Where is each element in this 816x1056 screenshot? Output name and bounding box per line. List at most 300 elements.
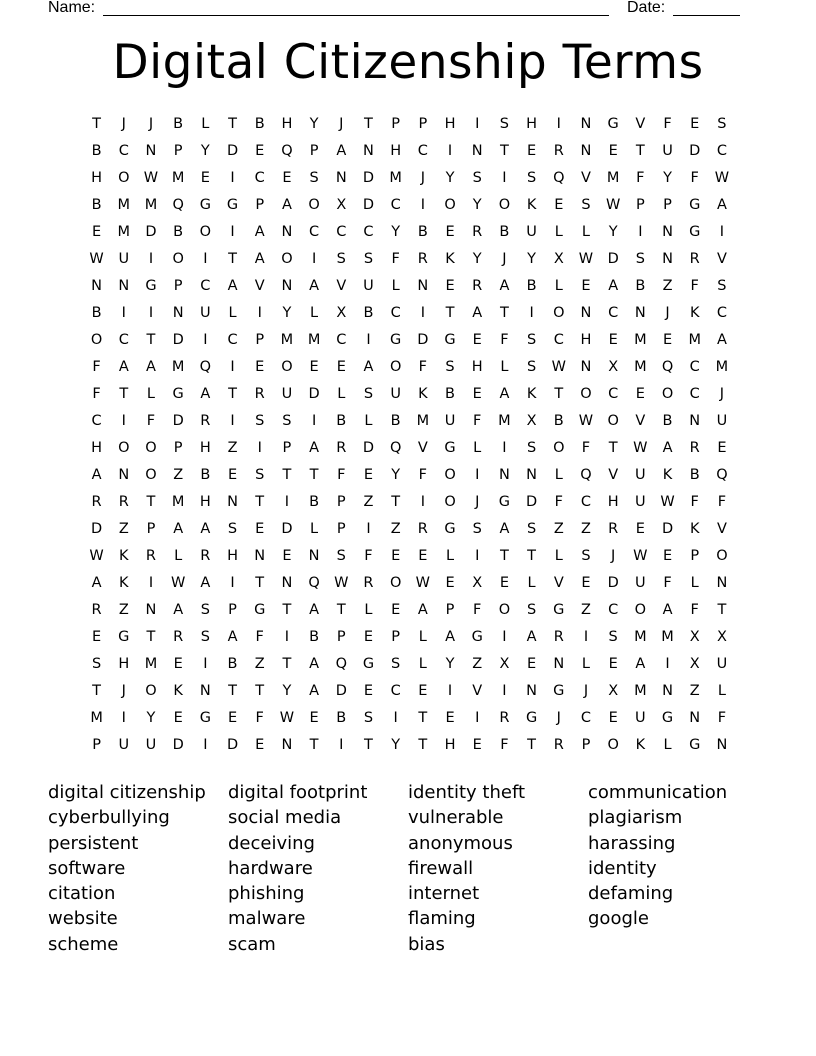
grid-letter[interactable]: C	[716, 142, 727, 159]
grid-letter[interactable]: F	[364, 547, 373, 564]
grid-letter[interactable]: R	[499, 709, 510, 726]
grid-letter[interactable]: A	[309, 277, 320, 294]
grid-letter[interactable]: X	[553, 250, 564, 267]
grid-letter[interactable]: N	[580, 142, 592, 159]
grid-letter[interactable]: B	[662, 412, 673, 429]
grid-letter[interactable]: G	[661, 709, 674, 726]
grid-letter[interactable]: T	[282, 466, 292, 483]
grid-letter[interactable]: J	[121, 682, 126, 699]
grid-letter[interactable]: R	[91, 493, 102, 510]
grid-letter[interactable]: C	[390, 682, 401, 699]
grid-letter[interactable]: S	[717, 277, 727, 294]
grid-letter[interactable]: N	[118, 277, 130, 294]
grid-letter[interactable]: Q	[580, 466, 592, 483]
grid-letter[interactable]: D	[226, 142, 239, 159]
grid-letter[interactable]: K	[445, 250, 455, 267]
grid-letter[interactable]: E	[391, 547, 401, 564]
grid-letter[interactable]: L	[717, 682, 726, 699]
grid-letter[interactable]: B	[227, 655, 238, 672]
grid-letter[interactable]: N	[689, 412, 701, 429]
grid-letter[interactable]: G	[118, 628, 130, 645]
grid-letter[interactable]: M	[171, 169, 185, 186]
grid-letter[interactable]: G	[362, 655, 375, 672]
grid-letter[interactable]: T	[527, 547, 537, 564]
grid-letter[interactable]: M	[498, 412, 511, 429]
grid-letter[interactable]: B	[173, 223, 184, 240]
grid-letter[interactable]: T	[282, 655, 292, 672]
grid-letter[interactable]: T	[146, 331, 156, 348]
grid-letter[interactable]: C	[227, 331, 238, 348]
grid-letter[interactable]: C	[608, 601, 619, 618]
grid-letter[interactable]: O	[553, 304, 565, 321]
grid-letter[interactable]: M	[688, 331, 701, 348]
grid-letter[interactable]: E	[581, 277, 591, 294]
grid-letter[interactable]: F	[473, 412, 482, 429]
grid-letter[interactable]: O	[661, 385, 674, 402]
grid-letter[interactable]: E	[445, 574, 455, 591]
grid-letter[interactable]: N	[526, 466, 538, 483]
grid-letter[interactable]: O	[444, 466, 456, 483]
grid-letter[interactable]: N	[199, 682, 211, 699]
grid-letter[interactable]: L	[364, 601, 373, 618]
grid-letter[interactable]: O	[498, 196, 511, 213]
grid-letter[interactable]: W	[415, 574, 431, 591]
grid-letter[interactable]: T	[255, 493, 265, 510]
grid-letter[interactable]: I	[475, 709, 480, 726]
grid-letter[interactable]: E	[445, 709, 455, 726]
grid-letter[interactable]: G	[226, 196, 239, 213]
grid-letter[interactable]: I	[583, 628, 589, 645]
grid-letter[interactable]: M	[307, 331, 321, 348]
grid-letter[interactable]: E	[363, 466, 374, 483]
grid-letter[interactable]: S	[363, 709, 374, 726]
grid-letter[interactable]: A	[526, 628, 537, 645]
grid-letter[interactable]: B	[417, 223, 428, 240]
grid-letter[interactable]: Z	[689, 682, 700, 699]
grid-letter[interactable]: T	[282, 601, 292, 618]
grid-letter[interactable]: D	[145, 223, 157, 240]
grid-letter[interactable]: S	[581, 196, 591, 213]
grid-letter[interactable]: I	[719, 223, 725, 240]
grid-letter[interactable]: D	[362, 169, 375, 186]
grid-letter[interactable]: A	[309, 655, 320, 672]
grid-letter[interactable]: O	[118, 439, 130, 456]
grid-letter[interactable]: D	[281, 520, 293, 537]
grid-letter[interactable]: U	[200, 304, 211, 321]
grid-letter[interactable]: U	[118, 250, 130, 267]
grid-letter[interactable]: K	[635, 736, 646, 753]
grid-letter[interactable]: E	[581, 574, 591, 591]
grid-letter[interactable]: G	[444, 520, 456, 537]
grid-letter[interactable]: Y	[391, 466, 401, 483]
grid-letter[interactable]: A	[227, 277, 238, 294]
grid-letter[interactable]: K	[119, 574, 129, 591]
grid-letter[interactable]: T	[499, 142, 509, 159]
grid-letter[interactable]: E	[418, 682, 428, 699]
grid-letter[interactable]: M	[117, 223, 131, 240]
grid-letter[interactable]: I	[393, 709, 398, 726]
grid-letter[interactable]: L	[337, 385, 346, 402]
grid-letter[interactable]: G	[199, 709, 211, 726]
grid-letter[interactable]: I	[502, 628, 507, 645]
grid-letter[interactable]: Q	[661, 358, 674, 375]
grid-letter[interactable]: L	[663, 736, 672, 753]
grid-letter[interactable]: B	[689, 466, 700, 483]
grid-letter[interactable]: Z	[553, 520, 564, 537]
grid-letter[interactable]: T	[92, 682, 102, 699]
grid-letter[interactable]: T	[418, 736, 428, 753]
grid-letter[interactable]: F	[146, 412, 156, 429]
grid-letter[interactable]: I	[257, 304, 262, 321]
grid-letter[interactable]: P	[663, 196, 672, 213]
grid-letter[interactable]: X	[608, 682, 619, 699]
grid-letter[interactable]: B	[363, 304, 374, 321]
grid-letter[interactable]: E	[608, 142, 618, 159]
grid-letter[interactable]: B	[309, 493, 320, 510]
grid-letter[interactable]: I	[230, 412, 235, 429]
grid-letter[interactable]: E	[173, 655, 183, 672]
grid-letter[interactable]: I	[311, 412, 317, 429]
grid-letter[interactable]: G	[390, 331, 402, 348]
grid-letter[interactable]: O	[172, 250, 184, 267]
grid-letter[interactable]: X	[336, 304, 347, 321]
grid-letter[interactable]: B	[309, 628, 320, 645]
grid-letter[interactable]: A	[254, 223, 265, 240]
grid-letter[interactable]: S	[635, 250, 645, 267]
grid-letter[interactable]: T	[336, 601, 346, 618]
grid-letter[interactable]: V	[635, 412, 646, 429]
grid-letter[interactable]: S	[309, 169, 319, 186]
grid-letter[interactable]: Y	[391, 736, 401, 753]
grid-letter[interactable]: A	[716, 331, 727, 348]
grid-letter[interactable]: Y	[472, 196, 482, 213]
grid-letter[interactable]: A	[309, 601, 320, 618]
grid-letter[interactable]: Y	[527, 250, 537, 267]
grid-letter[interactable]: T	[228, 250, 237, 267]
grid-letter[interactable]: L	[310, 304, 319, 321]
grid-letter[interactable]: I	[556, 115, 561, 132]
grid-letter[interactable]: R	[145, 547, 156, 564]
grid-letter[interactable]: A	[309, 439, 320, 456]
grid-letter[interactable]: Y	[282, 682, 292, 699]
grid-letter[interactable]: I	[230, 223, 235, 240]
grid-letter[interactable]: G	[689, 196, 701, 213]
grid-letter[interactable]: L	[554, 277, 563, 294]
grid-letter[interactable]: Z	[118, 601, 129, 618]
grid-letter[interactable]: H	[580, 331, 592, 348]
grid-letter[interactable]: R	[417, 520, 428, 537]
grid-letter[interactable]: W	[578, 412, 594, 429]
grid-letter[interactable]: Y	[608, 223, 618, 240]
grid-letter[interactable]: E	[690, 115, 700, 132]
grid-letter[interactable]: E	[635, 385, 645, 402]
grid-letter[interactable]: G	[471, 628, 483, 645]
grid-letter[interactable]: S	[200, 601, 210, 618]
grid-letter[interactable]: T	[255, 682, 265, 699]
grid-letter[interactable]: O	[580, 385, 592, 402]
grid-letter[interactable]: H	[471, 358, 483, 375]
grid-letter[interactable]: R	[200, 412, 211, 429]
grid-letter[interactable]: T	[554, 385, 564, 402]
grid-letter[interactable]: P	[391, 628, 401, 645]
grid-letter[interactable]: C	[689, 385, 700, 402]
grid-letter[interactable]: E	[282, 169, 292, 186]
grid-letter[interactable]: S	[472, 520, 482, 537]
grid-letter[interactable]: Y	[663, 169, 672, 186]
grid-letter[interactable]: N	[118, 466, 130, 483]
grid-letter[interactable]: N	[580, 304, 592, 321]
grid-letter[interactable]: Y	[445, 169, 455, 186]
grid-letter[interactable]: A	[472, 304, 483, 321]
grid-letter[interactable]: S	[336, 547, 346, 564]
grid-letter[interactable]: B	[173, 115, 184, 132]
grid-letter[interactable]: M	[171, 493, 185, 510]
grid-letter[interactable]: H	[444, 736, 456, 753]
grid-letter[interactable]: B	[336, 709, 347, 726]
grid-letter[interactable]: F	[500, 736, 509, 753]
grid-letter[interactable]: S	[336, 250, 346, 267]
grid-letter[interactable]: T	[364, 736, 373, 753]
grid-letter[interactable]: Q	[553, 169, 565, 186]
grid-letter[interactable]: V	[417, 439, 428, 456]
grid-letter[interactable]: L	[228, 304, 237, 321]
grid-letter[interactable]: C	[390, 304, 401, 321]
grid-letter[interactable]: G	[172, 385, 184, 402]
grid-letter[interactable]: E	[472, 736, 482, 753]
grid-letter[interactable]: A	[445, 628, 455, 645]
grid-letter[interactable]: W	[578, 250, 594, 267]
grid-letter[interactable]: A	[662, 601, 673, 618]
grid-letter[interactable]: R	[689, 250, 700, 267]
grid-letter[interactable]: S	[526, 169, 537, 186]
grid-letter[interactable]: T	[608, 439, 618, 456]
grid-letter[interactable]: O	[281, 250, 293, 267]
grid-letter[interactable]: E	[499, 574, 509, 591]
grid-letter[interactable]: J	[148, 115, 154, 132]
grid-letter[interactable]: V	[608, 466, 619, 483]
grid-letter[interactable]: P	[635, 196, 645, 213]
grid-letter[interactable]: I	[665, 655, 670, 672]
grid-letter[interactable]: U	[444, 412, 456, 429]
grid-letter[interactable]: H	[199, 439, 211, 456]
grid-letter[interactable]: P	[228, 601, 237, 618]
grid-letter[interactable]: N	[471, 142, 483, 159]
grid-letter[interactable]: S	[200, 628, 210, 645]
grid-letter[interactable]: P	[336, 493, 346, 510]
grid-letter[interactable]: Z	[227, 439, 238, 456]
grid-letter[interactable]: O	[308, 196, 320, 213]
grid-letter[interactable]: M	[606, 169, 620, 186]
grid-letter[interactable]: W	[143, 169, 159, 186]
grid-letter[interactable]: E	[282, 547, 292, 564]
grid-letter[interactable]: R	[417, 250, 428, 267]
grid-letter[interactable]: Y	[391, 223, 401, 240]
grid-letter[interactable]: I	[230, 574, 235, 591]
grid-letter[interactable]: R	[200, 547, 211, 564]
grid-letter[interactable]: L	[364, 412, 373, 429]
grid-letter[interactable]: S	[227, 520, 238, 537]
grid-letter[interactable]: X	[526, 412, 537, 429]
grid-letter[interactable]: L	[418, 628, 427, 645]
grid-letter[interactable]: W	[660, 493, 675, 510]
grid-letter[interactable]: N	[716, 736, 728, 753]
grid-letter[interactable]: T	[228, 115, 237, 132]
grid-letter[interactable]: U	[635, 493, 646, 510]
grid-letter[interactable]: N	[526, 682, 538, 699]
grid-letter[interactable]: I	[311, 250, 317, 267]
grid-letter[interactable]: B	[445, 385, 455, 402]
grid-letter[interactable]: E	[608, 331, 618, 348]
grid-letter[interactable]: L	[445, 547, 455, 564]
grid-letter[interactable]: C	[363, 223, 374, 240]
grid-letter[interactable]: E	[309, 709, 319, 726]
grid-letter[interactable]: F	[92, 358, 101, 375]
grid-letter[interactable]: C	[336, 331, 347, 348]
grid-letter[interactable]: M	[416, 412, 430, 429]
grid-letter[interactable]: F	[636, 169, 645, 186]
grid-letter[interactable]: N	[91, 277, 103, 294]
grid-letter[interactable]: U	[145, 736, 157, 753]
grid-letter[interactable]: A	[499, 277, 510, 294]
grid-letter[interactable]: N	[281, 736, 293, 753]
grid-letter[interactable]: H	[91, 439, 103, 456]
grid-letter[interactable]: K	[662, 466, 673, 483]
grid-letter[interactable]: B	[91, 142, 102, 159]
grid-letter[interactable]: Z	[118, 520, 129, 537]
grid-letter[interactable]: I	[203, 331, 208, 348]
grid-letter[interactable]: Z	[662, 277, 673, 294]
grid-letter[interactable]: D	[172, 331, 184, 348]
grid-letter[interactable]: T	[418, 709, 428, 726]
grid-letter[interactable]: S	[608, 628, 618, 645]
grid-letter[interactable]: F	[418, 358, 428, 375]
grid-letter[interactable]: N	[281, 574, 293, 591]
grid-letter[interactable]: P	[173, 277, 183, 294]
grid-letter[interactable]: I	[502, 439, 507, 456]
grid-letter[interactable]: S	[363, 385, 374, 402]
grid-letter[interactable]: G	[553, 682, 565, 699]
grid-letter[interactable]: A	[200, 385, 211, 402]
grid-letter[interactable]: A	[173, 520, 184, 537]
grid-letter[interactable]: A	[200, 520, 211, 537]
grid-letter[interactable]: L	[500, 358, 509, 375]
grid-letter[interactable]: X	[689, 628, 700, 645]
grid-letter[interactable]: O	[118, 169, 130, 186]
grid-letter[interactable]: J	[719, 385, 725, 402]
grid-letter[interactable]: L	[418, 655, 427, 672]
grid-letter[interactable]: D	[226, 736, 239, 753]
grid-letter[interactable]: N	[662, 250, 673, 267]
grid-letter[interactable]: C	[417, 142, 428, 159]
grid-letter[interactable]: F	[690, 493, 699, 510]
grid-letter[interactable]: Q	[335, 655, 347, 672]
grid-letter[interactable]: P	[391, 115, 401, 132]
grid-letter[interactable]: H	[607, 493, 619, 510]
grid-letter[interactable]: H	[390, 142, 402, 159]
grid-letter[interactable]: E	[527, 142, 537, 159]
grid-letter[interactable]: R	[553, 736, 564, 753]
grid-letter[interactable]: I	[447, 142, 453, 159]
grid-letter[interactable]: M	[171, 358, 185, 375]
grid-letter[interactable]: A	[662, 439, 673, 456]
grid-letter[interactable]: M	[634, 628, 647, 645]
grid-letter[interactable]: V	[581, 169, 591, 186]
grid-letter[interactable]: J	[665, 304, 670, 321]
grid-letter[interactable]: Y	[309, 115, 319, 132]
grid-letter[interactable]: O	[145, 466, 157, 483]
grid-letter[interactable]: C	[580, 493, 592, 510]
grid-letter[interactable]: D	[661, 520, 674, 537]
grid-letter[interactable]: A	[173, 601, 184, 618]
grid-letter[interactable]: A	[91, 466, 102, 483]
grid-letter[interactable]: O	[281, 358, 293, 375]
grid-letter[interactable]: G	[689, 223, 701, 240]
grid-letter[interactable]: M	[634, 331, 647, 348]
grid-letter[interactable]: H	[118, 655, 130, 672]
grid-letter[interactable]: T	[391, 493, 401, 510]
grid-letter[interactable]: T	[499, 547, 509, 564]
grid-letter[interactable]: L	[146, 385, 156, 402]
grid-letter[interactable]: D	[172, 736, 184, 753]
grid-letter[interactable]: N	[716, 574, 728, 591]
grid-letter[interactable]: I	[121, 304, 126, 321]
grid-letter[interactable]: I	[502, 682, 507, 699]
grid-letter[interactable]: Y	[200, 142, 210, 159]
grid-letter[interactable]: Y	[146, 709, 156, 726]
grid-letter[interactable]: S	[363, 250, 374, 267]
grid-letter[interactable]: B	[526, 277, 537, 294]
grid-letter[interactable]: S	[472, 169, 482, 186]
grid-letter[interactable]: N	[498, 466, 510, 483]
grid-letter[interactable]: I	[203, 736, 208, 753]
grid-letter[interactable]: D	[362, 439, 375, 456]
grid-letter[interactable]: N	[417, 277, 429, 294]
grid-letter[interactable]: N	[281, 223, 293, 240]
grid-letter[interactable]: F	[581, 439, 591, 456]
grid-letter[interactable]: M	[715, 358, 729, 375]
grid-letter[interactable]: D	[308, 385, 320, 402]
grid-letter[interactable]: V	[716, 250, 727, 267]
grid-letter[interactable]: C	[553, 331, 564, 348]
grid-letter[interactable]: W	[89, 250, 104, 267]
grid-letter[interactable]: I	[121, 709, 126, 726]
grid-letter[interactable]: S	[282, 412, 292, 429]
grid-letter[interactable]: E	[391, 601, 401, 618]
grid-letter[interactable]: O	[90, 331, 103, 348]
grid-letter[interactable]: N	[227, 493, 238, 510]
grid-letter[interactable]: B	[200, 466, 211, 483]
grid-letter[interactable]: L	[473, 439, 482, 456]
grid-letter[interactable]: D	[689, 142, 701, 159]
grid-letter[interactable]: N	[145, 601, 157, 618]
grid-letter[interactable]: F	[255, 628, 264, 645]
grid-letter[interactable]: V	[716, 520, 727, 537]
grid-letter[interactable]: I	[420, 493, 425, 510]
grid-letter[interactable]: C	[689, 358, 700, 375]
grid-letter[interactable]: D	[91, 520, 103, 537]
grid-letter[interactable]: E	[418, 547, 428, 564]
grid-letter[interactable]: E	[200, 169, 210, 186]
grid-letter[interactable]: G	[498, 493, 511, 510]
grid-letter[interactable]: K	[173, 682, 183, 699]
grid-letter[interactable]: E	[336, 358, 346, 375]
grid-letter[interactable]: A	[363, 358, 374, 375]
grid-letter[interactable]: K	[526, 196, 537, 213]
grid-letter[interactable]: A	[254, 250, 265, 267]
grid-letter[interactable]: A	[336, 142, 347, 159]
grid-letter[interactable]: L	[310, 520, 319, 537]
grid-letter[interactable]: R	[553, 628, 564, 645]
